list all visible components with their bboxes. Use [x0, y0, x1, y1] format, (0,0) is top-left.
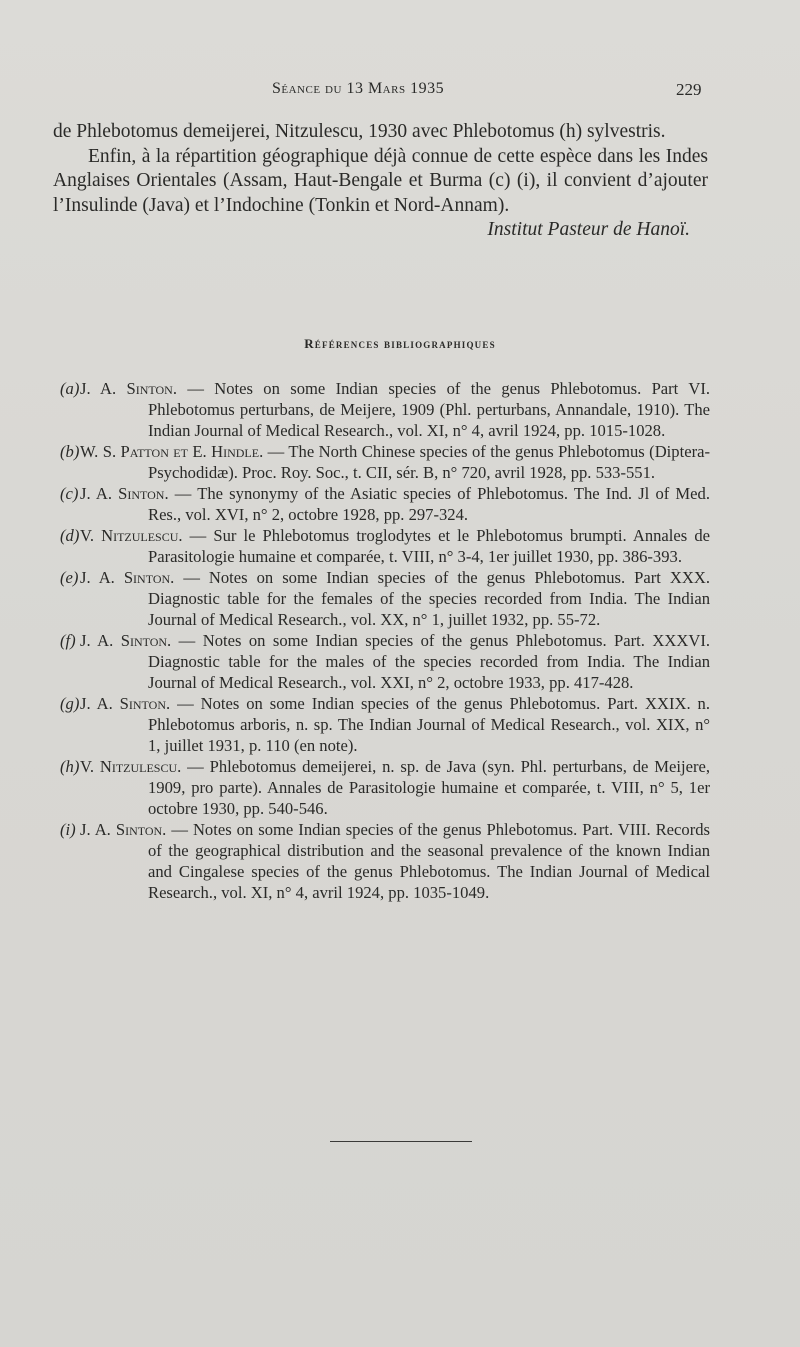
- reference-text: — Notes on some Indian species of the genus Phlebotomus. Part XXX. Diagnostic table for the females of the species recorded from India. The Indian Journal of Medical Research., vol. XX, n° 1, juillet 1932, pp. 55-72.: [148, 568, 710, 629]
- reference-label: (d): [60, 526, 80, 545]
- reference-author: J. A. Sinton.: [80, 631, 172, 650]
- running-title: Séance du 13 Mars 1935: [272, 80, 445, 97]
- reference-author: J. A. Sinton.: [80, 379, 177, 398]
- reference-author: J. A. Sinton.: [80, 820, 167, 839]
- references-list: [60, 378, 710, 903]
- reference-author: W. S. Patton et E. Hindle.: [80, 442, 264, 461]
- reference-entry: [60, 567, 710, 630]
- reference-text: — Phlebotomus demeijerei, n. sp. de Java (syn. Phl. perturbans, de Meijere, 1909, pro parte). Annales de Parasitologie humaine et comparée, t. VIII, n° 5, 1er octobre 1930, pp. 540-546.: [148, 757, 710, 818]
- reference-author: J. A. Sinton.: [80, 484, 169, 503]
- reference-text: — Notes on some Indian species of the genus Phlebotomus. Part. XXXVI. Diagnostic table for the males of the species recorded from India. The Indian Journal of Medical Research., vol. XXI, n° 2, octobre 1933, pp. 417-428.: [148, 631, 710, 692]
- reference-entry: [60, 693, 710, 756]
- reference-entry: [60, 441, 710, 483]
- reference-text: — Sur le Phlebotomus troglodytes et le Phlebotomus brumpti. Annales de Parasitologie humaine et comparée, t. VIII, n° 3-4, 1er juillet 1930, pp. 386-393.: [148, 526, 710, 566]
- reference-text: — The North Chinese species of the genus Phlebotomus (Diptera-Psychodidæ). Proc. Roy. Soc., t. CII, sér. B, n° 720, avril 1928, pp. 533-551.: [148, 442, 710, 482]
- page-number: 229: [676, 80, 702, 99]
- reference-text: — Notes on some Indian species of the genus Phlebotomus. Part. VIII. Records of the geographical distribution and the seasonal prevalence of the known Indian and Cingalese species of the genus Phlebotomus. The Indian Journal of Medical Research., vol. XI, n° 4, avril 1924, pp. 1035-1049.: [148, 820, 710, 902]
- reference-author: V. Nitzulescu.: [80, 757, 182, 776]
- reference-label: (f): [60, 631, 76, 650]
- reference-label: (c): [60, 484, 79, 503]
- reference-label: (h): [60, 757, 80, 776]
- reference-label: (b): [60, 442, 80, 461]
- reference-label: (e): [60, 568, 79, 587]
- reference-entry: [60, 483, 710, 525]
- body-text: [53, 120, 708, 243]
- reference-label: (g): [60, 694, 80, 713]
- reference-text: — The synonymy of the Asiatic species of Phlebotomus. The Ind. Jl of Med. Res., vol. XVI, n° 2, octobre 1928, pp. 297-324.: [148, 484, 710, 524]
- institution-signature: Institut Pasteur de Hanoï.: [487, 219, 690, 240]
- reference-entry: [60, 525, 710, 567]
- reference-author: J. A. Sinton.: [80, 568, 175, 587]
- reference-entry: [60, 630, 710, 693]
- references-heading: Références bibliographiques: [304, 336, 496, 351]
- reference-author: V. Nitzulescu.: [80, 526, 183, 545]
- reference-author: J. A. Sinton.: [80, 694, 171, 713]
- reference-entry: [60, 378, 710, 441]
- reference-text: — Notes on some Indian species of the genus Phlebotomus. Part. XXIX. n. Phlebotomus arboris, n. sp. The Indian Journal of Medical Research., vol. XIX, n° 1, juillet 1931, p. 110 (en note).: [148, 694, 710, 755]
- reference-entry: [60, 756, 710, 819]
- paragraph-distribution: Enfin, à la répartition géographique déjà connue de cette espèce dans les Indes Anglaises Orientales (Assam, Haut-Bengale et Burma (c) (i), il convient d’ajouter l’Insulinde (Java) et l’Indochine (Tonkin et Nord-Annam).: [53, 145, 708, 216]
- reference-label: (i): [60, 820, 76, 839]
- paragraph-continuation: de Phlebotomus demeijerei, Nitzulescu, 1930 avec Phlebotomus (h) sylvestris.: [53, 121, 666, 142]
- running-head: [0, 80, 800, 104]
- reference-label: (a): [60, 379, 80, 398]
- closing-rule: [330, 1141, 472, 1142]
- reference-entry: [60, 819, 710, 903]
- reference-text: — Notes on some Indian species of the genus Phlebotomus. Part VI. Phlebotomus perturbans, de Meijere, 1909 (Phl. perturbans, Annandale, 1910). The Indian Journal of Medical Research., vol. XI, n° 4, avril 1924, pp. 1015-1028.: [148, 379, 710, 440]
